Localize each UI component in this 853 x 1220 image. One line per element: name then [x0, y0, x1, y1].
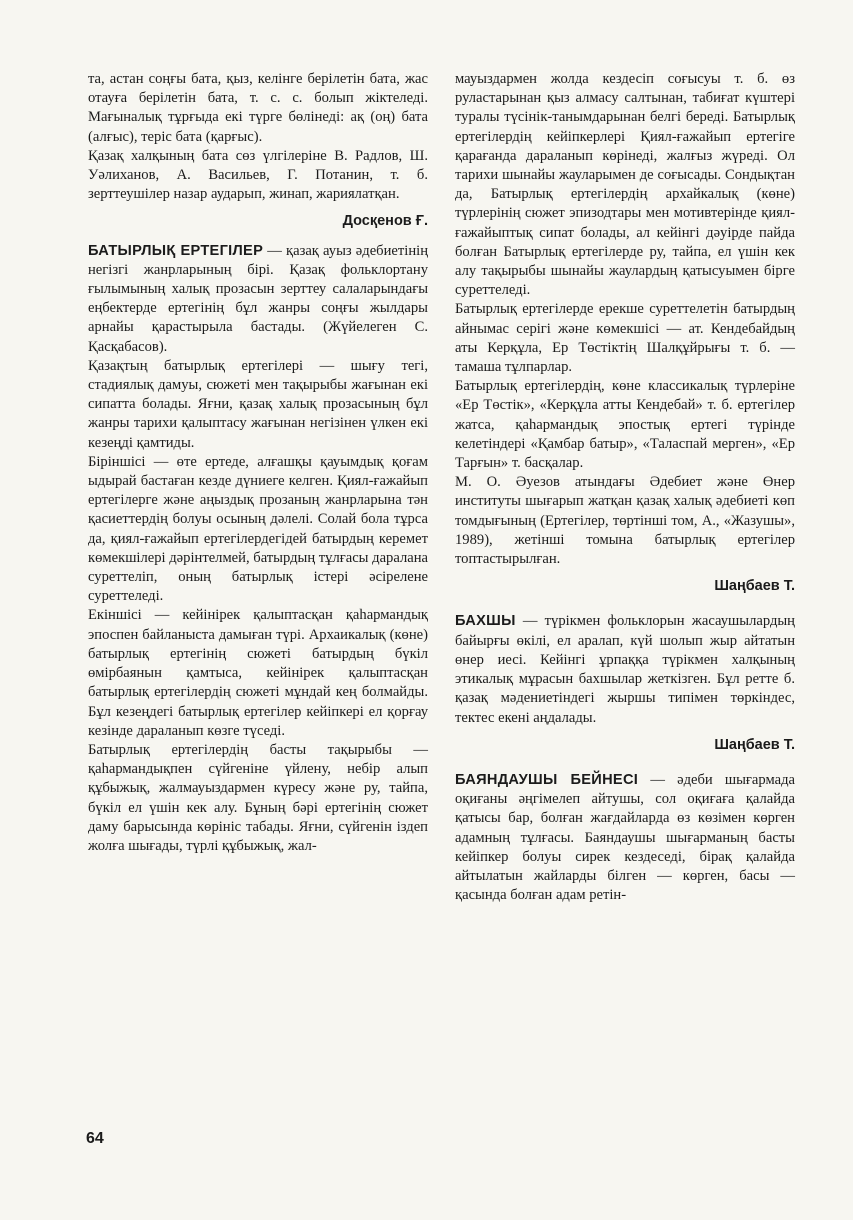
author-signature: Шаңбаев Т. [714, 578, 795, 595]
paragraph: М. О. Әуезов атындағы Әдебиет және Өнер институты шығарып жатқан қазақ халық әдебиеті көп томдығының (Ертегілер, төртінші том, А., «Жазушы», 1989), жетінші томына батырлық ертегілер топтастырылған. [455, 474, 795, 568]
paragraph: Біріншісі — өте ертеде, алғашқы қауымдық қоғам ыдырай бастаған кезде дүниеге келген. Қиял-ғажайып ертегілерге және аңыздық прозаның жанрларына тән қасиеттердің болуы осының дәлелі. Солай бола тұрса да, қиял-ғажайып ертегілердегідей батырдың керемет көмекшілері дәрінтелмей, батырдың тұлғасы дараланa суреттеліп, оның батырлық істері әсірелене суреттеледі. [88, 453, 428, 605]
paragraph: Қазақ халқының бата сөз үлгілеріне В. Радлов, Ш. Уәлиханов, А. Васильев, Г. Потанин, т. б. зерттеушілер назар аударып, жинап, жариялатқан. [88, 147, 428, 203]
paragraph: Екіншісі — кейінірек қалыптасқан қаһармандық эпоспен байланыста дамыған түрі. Архаикалық (көне) батырлық ертегінің сюжеті батырдың бүкіл өмірбаянын қамтыса, кейінірек қалыптасқан батырлық ертегілердің сюжеті мұндай кең болмайды. Бұл кезеңдегі батырлық ертегілер кейіпкері ел қорғау кезінде дараланып көзге түседі. [88, 607, 428, 739]
entry-heading: БАХШЫ [455, 613, 516, 630]
paragraph: Қазақтың батырлық ертегілері — шығу тегі, стадиялық дамуы, сюжеті мен тақырыбы жағынан екі сипатта болады. Яғни, қазақ халық прозасының бұл жанры тарихи қалыптасу жағынан негізінен үлкен екі кезеңді қамтиды. [88, 357, 428, 451]
paragraph: Батырлық ертегілерде ерекше суреттелетін батырдың айнымас серігі және көмекшісі — ат. Кендебайдың аты Керқұла, Ер Төстіктің Шалқұйрығы т. б. — тамаша тұлпарлар. [455, 301, 795, 376]
right-column [455, 70, 795, 905]
entry-heading: БАЯНДАУШЫ БЕЙНЕСІ [455, 771, 639, 788]
entry-paragraph [455, 771, 795, 905]
paragraph: мауыздармен жолда кездесіп соғысуы т. б. өз руластарынан қыз алмасу салтынан, табиғат күштері туралы түсінік-танымдарынан белгі береді. Батырлық ертегілердің кейіпкерлері Қиял-ғажайып ертегіге қарағанда дараланып көрінеді, жалғыз жүреді. Ол тарихи шынайы жауларымен де соғысады. Сондықтан да, Батырлық ертегілердің архайкалық (көне) түрлерінің сюжет эпизодтары мен мотивтерінде қиял-ғажайыптық сипат болады, ал кейінгі дәуірде пайда болған Батырлық ертегілерде ру, тайпа, ел үшін кек алу тақырыбы шынайы жаулардың қатысуымен бірге суреттеледі. [455, 71, 795, 299]
author-signature: Досқенов Ғ. [342, 213, 428, 230]
left-column [88, 70, 428, 856]
entry-text: — түрікмен фольклорын жасаушылардың байырғы өкілі, ел аралап, күй шолып жыр айтатын өнер иесі. Кейінгі ұрпаққа түрікмен халқының этикалық мұрасын бахшылар жеткізген. Бұл ретте б. қазақ мәдениетіндегі жыршы типімен төркіндес, тектес екені аңдалады. [455, 613, 795, 726]
entry-heading: БАТЫРЛЫҚ ЕРТЕГІЛЕР [88, 242, 264, 259]
entry-text: — әдеби шығармада оқиғаны әңгімелеп айтушы, сол оқиғаға қалайда қатысы бар, болған жағдайларда өз көзімен көрген адамның тұлғасы. Баяндаушы шығарманың басты кейіпкер болуы сирек кездеседі, бірақ қалайда айтылатын жайларды білген — көрген, басы — қасында болған адам ретін- [455, 771, 795, 904]
entry-text: — қазақ ауыз әдебиетінің негізгі жанрларының бірі. Қазақ фольклортану ғылымының халық прозасын зерттеу салаларындағы еңбектерде ертегінің бұл жанры соңғы жылдары арнайы қарастырыла бастады. (Жүйелеген С. Қасқабасов). [88, 242, 428, 355]
paragraph: Батырлық ертегілердің басты тақырыбы — қаһармандықпен сүйгеніне үйлену, небір алып құбыжық, жалмауыздармен күресу және ру, тайпа, бүкіл ел үшін кек алу. Бұның бәрі ертегінің сюжет даму барысында көрініс табады. Яғни, сүйгенін іздеп жолға шығады, түрлі құбыжық, жал- [88, 741, 428, 854]
author-signature: Шаңбаев Т. [714, 736, 795, 753]
paragraph: та, астан соңғы бата, қыз, келінге берілетін бата, жас отауға берілетін бата, т. с. с. болып жіктеледі. Мағыналық тұрғыда екі түрге бөлінеді: ақ (оң) бата (алғыс), теріс бата (қарғыс). [88, 71, 428, 145]
page-number: 64 [86, 1130, 104, 1147]
paragraph: Батырлық ертегілердің, көне классикалық түрлеріне «Ер Төстік», «Керқұла атты Кендебай» т. б. ертегілер жатса, қаһармандық эпостық ертегі түрінде келетіндері «Қамбар батыр», «Таласпай мерген», «Ер Тарғын» т. басқалар. [455, 378, 795, 472]
entry-paragraph [455, 612, 795, 727]
entry-paragraph [88, 242, 428, 357]
